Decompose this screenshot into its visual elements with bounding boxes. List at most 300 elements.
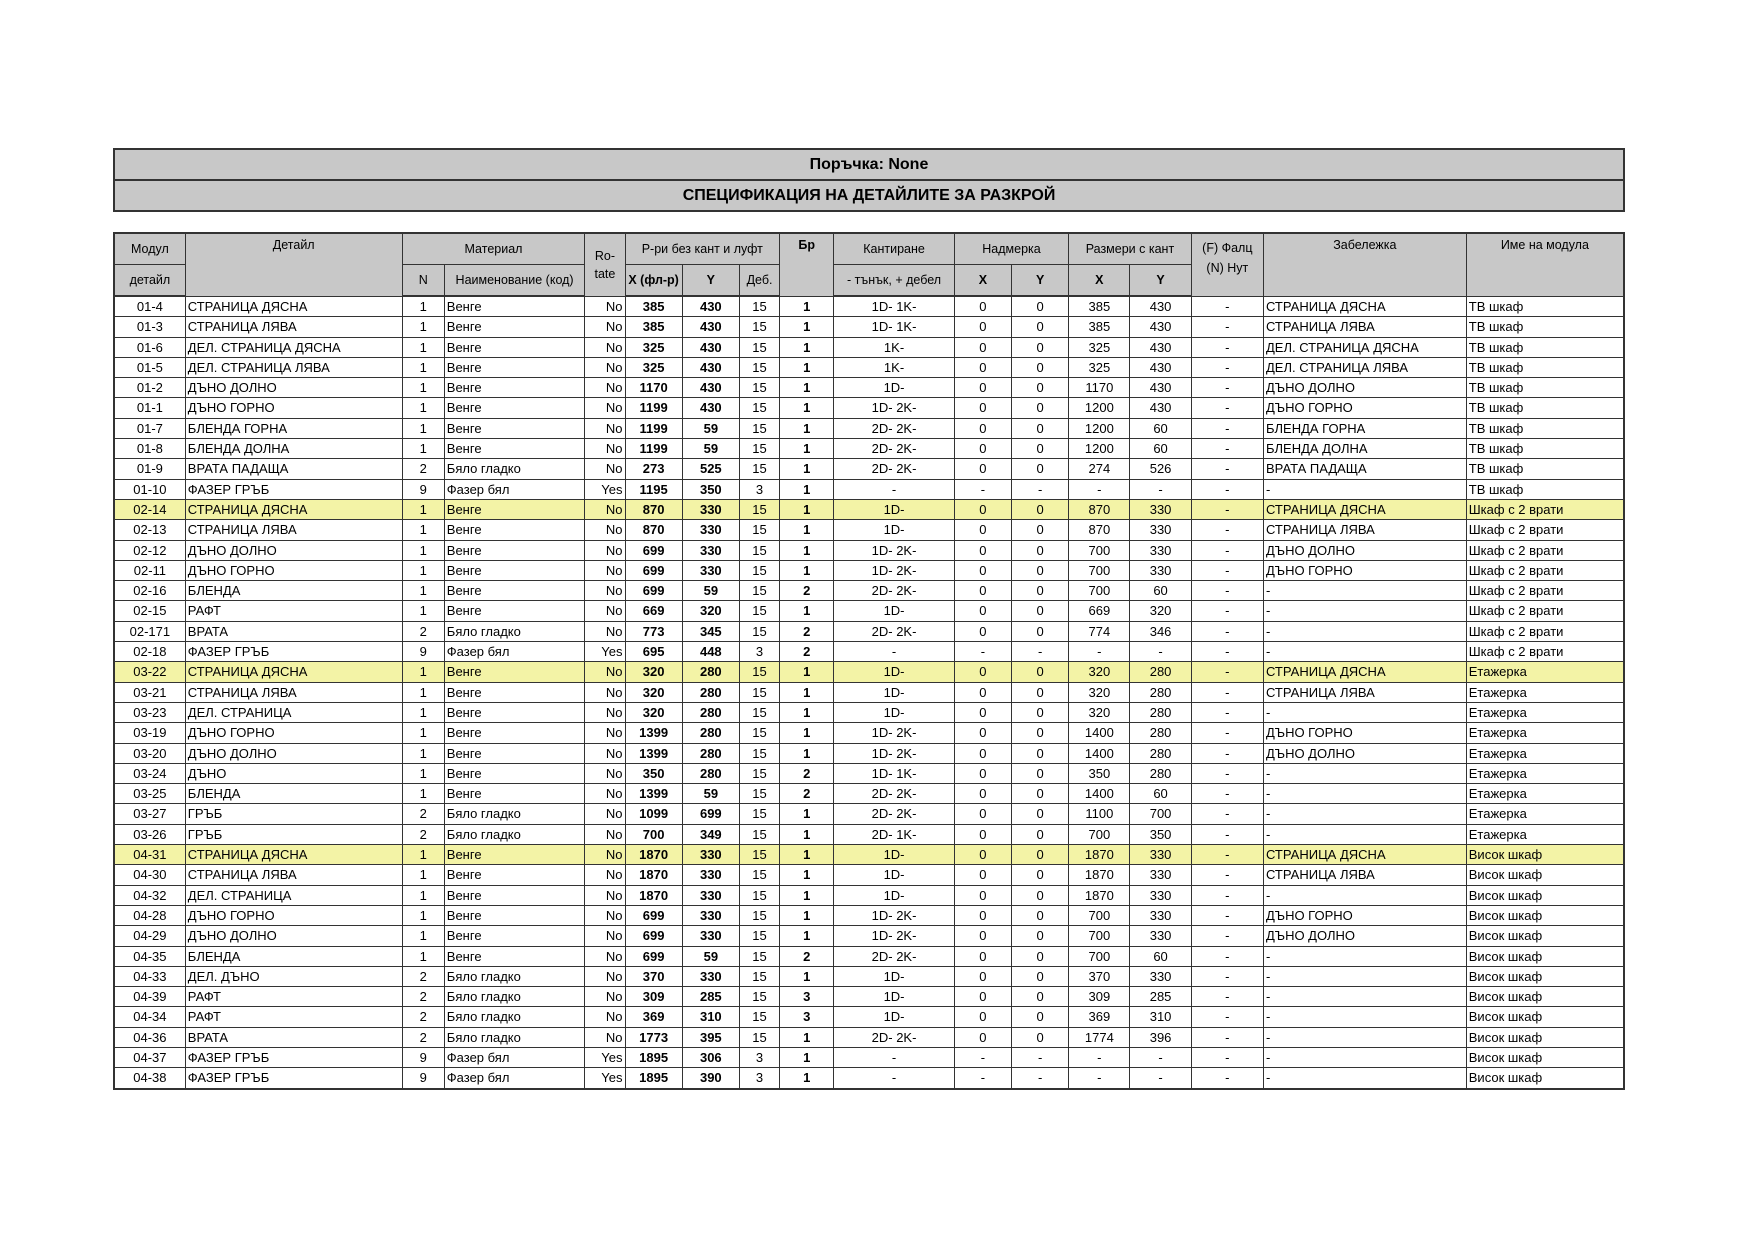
cell-rotate: No bbox=[585, 723, 625, 743]
cell-x-raw: 1870 bbox=[625, 885, 682, 905]
cell-material: Венге bbox=[444, 702, 585, 722]
cell-detail: СТРАНИЦА ДЯСНА bbox=[185, 296, 402, 317]
cell-allow-y: 0 bbox=[1012, 459, 1069, 479]
cell-allow-x: 0 bbox=[954, 418, 1011, 438]
cell-count: 1 bbox=[780, 743, 834, 763]
table-row bbox=[114, 784, 1624, 804]
cell-y-raw: 330 bbox=[682, 905, 739, 925]
cell-note: ДЪНО ДОЛНО bbox=[1263, 926, 1466, 946]
cell-x-raw: 699 bbox=[625, 946, 682, 966]
cell-y-raw: 280 bbox=[682, 723, 739, 743]
cell-x-raw: 669 bbox=[625, 601, 682, 621]
cell-final-y: - bbox=[1130, 642, 1191, 662]
cell-detail: ВРАТА bbox=[185, 1027, 402, 1047]
cell-edging: 1D- 2K- bbox=[834, 743, 954, 763]
table-row bbox=[114, 662, 1624, 682]
cell-final-y: 280 bbox=[1130, 763, 1191, 783]
cell-final-y: - bbox=[1130, 1068, 1191, 1089]
cell-material: Бяло гладко bbox=[444, 804, 585, 824]
cell-thickness: 15 bbox=[739, 581, 779, 601]
cell-final-y: 60 bbox=[1130, 581, 1191, 601]
cell-count: 2 bbox=[780, 621, 834, 641]
cell-note: ВРАТА ПАДАЩА bbox=[1263, 459, 1466, 479]
cell-allow-x: 0 bbox=[954, 296, 1011, 317]
cell-final-y: 330 bbox=[1130, 560, 1191, 580]
cell-allow-x: 0 bbox=[954, 763, 1011, 783]
cell-material: Бяло гладко bbox=[444, 987, 585, 1007]
cell-allow-y: - bbox=[1012, 642, 1069, 662]
cell-n: 1 bbox=[402, 743, 444, 763]
cell-thickness: 3 bbox=[739, 642, 779, 662]
cell-module-name: Етажерка bbox=[1466, 662, 1624, 682]
cell-count: 1 bbox=[780, 499, 834, 519]
cell-count: 1 bbox=[780, 845, 834, 865]
cell-material: Венге bbox=[444, 926, 585, 946]
cell-detail: ДЪНО ДОЛНО bbox=[185, 540, 402, 560]
cell-final-y: 60 bbox=[1130, 784, 1191, 804]
cell-note: - bbox=[1263, 581, 1466, 601]
cell-code: 01-7 bbox=[114, 418, 185, 438]
cell-x-raw: 369 bbox=[625, 1007, 682, 1027]
cell-material: Венге bbox=[444, 885, 585, 905]
cell-y-raw: 310 bbox=[682, 1007, 739, 1027]
cell-thickness: 15 bbox=[739, 459, 779, 479]
cell-thickness: 15 bbox=[739, 378, 779, 398]
cell-count: 1 bbox=[780, 865, 834, 885]
cell-final-x: 320 bbox=[1069, 682, 1130, 702]
cell-allow-x: 0 bbox=[954, 865, 1011, 885]
cell-module-name: Етажерка bbox=[1466, 763, 1624, 783]
header-y-raw: Y bbox=[682, 265, 739, 297]
cell-detail: БЛЕНДА ДОЛНА bbox=[185, 439, 402, 459]
cell-x-raw: 309 bbox=[625, 987, 682, 1007]
cell-n: 1 bbox=[402, 378, 444, 398]
cell-code: 03-23 bbox=[114, 702, 185, 722]
cell-final-x: 700 bbox=[1069, 824, 1130, 844]
cell-note: СТРАНИЦА ДЯСНА bbox=[1263, 499, 1466, 519]
table-row bbox=[114, 418, 1624, 438]
cell-y-raw: 280 bbox=[682, 662, 739, 682]
cell-module-name: Етажерка bbox=[1466, 824, 1624, 844]
cell-material: Бяло гладко bbox=[444, 824, 585, 844]
cell-detail: БЛЕНДА ГОРНА bbox=[185, 418, 402, 438]
cell-material: Венге bbox=[444, 357, 585, 377]
cell-detail: ДЪНО ДОЛНО bbox=[185, 743, 402, 763]
cell-rotate: No bbox=[585, 601, 625, 621]
cell-code: 02-15 bbox=[114, 601, 185, 621]
cell-final-x: 320 bbox=[1069, 662, 1130, 682]
cell-code: 04-33 bbox=[114, 966, 185, 986]
cell-falc-nut: - bbox=[1191, 784, 1263, 804]
header-modul: Модул bbox=[114, 233, 185, 265]
cell-detail: СТРАНИЦА ДЯСНА bbox=[185, 499, 402, 519]
cell-allow-x: 0 bbox=[954, 905, 1011, 925]
cell-n: 1 bbox=[402, 317, 444, 337]
cell-edging: 1D- bbox=[834, 520, 954, 540]
cell-allow-x: 0 bbox=[954, 581, 1011, 601]
cell-n: 2 bbox=[402, 987, 444, 1007]
cell-falc-nut: - bbox=[1191, 987, 1263, 1007]
cell-final-y: 430 bbox=[1130, 398, 1191, 418]
cell-x-raw: 385 bbox=[625, 317, 682, 337]
cell-x-raw: 700 bbox=[625, 824, 682, 844]
cell-final-x: 700 bbox=[1069, 946, 1130, 966]
cell-rotate: No bbox=[585, 398, 625, 418]
cell-allow-x: 0 bbox=[954, 357, 1011, 377]
cell-final-x: 325 bbox=[1069, 337, 1130, 357]
cell-thickness: 15 bbox=[739, 439, 779, 459]
cell-thickness: 15 bbox=[739, 418, 779, 438]
cell-x-raw: 385 bbox=[625, 296, 682, 317]
cell-x-raw: 1199 bbox=[625, 398, 682, 418]
cell-rotate: No bbox=[585, 337, 625, 357]
cell-material: Венге bbox=[444, 398, 585, 418]
cell-final-y: 430 bbox=[1130, 296, 1191, 317]
cell-code: 02-14 bbox=[114, 499, 185, 519]
cell-x-raw: 1099 bbox=[625, 804, 682, 824]
cell-n: 1 bbox=[402, 662, 444, 682]
cell-note: ДЪНО ДОЛНО bbox=[1263, 378, 1466, 398]
header-falc-nut bbox=[1191, 233, 1263, 296]
cell-detail: ФАЗЕР ГРЪБ bbox=[185, 1047, 402, 1067]
header-count: Бр bbox=[780, 233, 834, 296]
table-row bbox=[114, 702, 1624, 722]
cell-thickness: 15 bbox=[739, 804, 779, 824]
cell-n: 1 bbox=[402, 520, 444, 540]
cell-code: 04-39 bbox=[114, 987, 185, 1007]
cell-thickness: 15 bbox=[739, 499, 779, 519]
cell-detail: СТРАНИЦА ЛЯВА bbox=[185, 317, 402, 337]
cell-final-x: 1200 bbox=[1069, 418, 1130, 438]
cell-n: 1 bbox=[402, 905, 444, 925]
table-row bbox=[114, 885, 1624, 905]
cell-count: 1 bbox=[780, 560, 834, 580]
cell-allow-x: 0 bbox=[954, 702, 1011, 722]
cell-thickness: 15 bbox=[739, 540, 779, 560]
cell-n: 1 bbox=[402, 845, 444, 865]
cell-n: 9 bbox=[402, 479, 444, 499]
cell-thickness: 3 bbox=[739, 1068, 779, 1089]
cell-detail: СТРАНИЦА ДЯСНА bbox=[185, 662, 402, 682]
cell-code: 03-19 bbox=[114, 723, 185, 743]
cell-thickness: 15 bbox=[739, 337, 779, 357]
cell-y-raw: 430 bbox=[682, 378, 739, 398]
cell-material: Венге bbox=[444, 439, 585, 459]
cell-falc-nut: - bbox=[1191, 459, 1263, 479]
cell-allow-y: 0 bbox=[1012, 296, 1069, 317]
cell-rotate: No bbox=[585, 946, 625, 966]
cell-final-x: 1870 bbox=[1069, 845, 1130, 865]
cell-module-name: Висок шкаф bbox=[1466, 1068, 1624, 1089]
header-edging: Кантиране bbox=[834, 233, 954, 265]
cell-x-raw: 1199 bbox=[625, 439, 682, 459]
cell-rotate: No bbox=[585, 987, 625, 1007]
cell-code: 04-38 bbox=[114, 1068, 185, 1089]
cell-edging: 1D- bbox=[834, 682, 954, 702]
cell-module-name: Висок шкаф bbox=[1466, 1007, 1624, 1027]
cell-edging: 1K- bbox=[834, 357, 954, 377]
cell-thickness: 15 bbox=[739, 743, 779, 763]
cell-thickness: 15 bbox=[739, 966, 779, 986]
cell-edging: - bbox=[834, 642, 954, 662]
cell-x-raw: 870 bbox=[625, 499, 682, 519]
header-material-name: Наименование (код) bbox=[444, 265, 585, 297]
cell-x-raw: 1895 bbox=[625, 1047, 682, 1067]
cell-rotate: No bbox=[585, 845, 625, 865]
cell-rotate: No bbox=[585, 560, 625, 580]
cell-thickness: 15 bbox=[739, 682, 779, 702]
cell-edging: 2D- 2K- bbox=[834, 804, 954, 824]
cell-final-y: 330 bbox=[1130, 499, 1191, 519]
cell-n: 1 bbox=[402, 560, 444, 580]
table-row bbox=[114, 560, 1624, 580]
title-block bbox=[113, 148, 1625, 212]
cell-falc-nut: - bbox=[1191, 418, 1263, 438]
cell-n: 9 bbox=[402, 1068, 444, 1089]
cell-material: Венге bbox=[444, 784, 585, 804]
header-falc: (F) Фалц bbox=[1202, 241, 1253, 255]
cell-module-name: Шкаф с 2 врати bbox=[1466, 560, 1624, 580]
cell-rotate: No bbox=[585, 317, 625, 337]
cell-y-raw: 330 bbox=[682, 885, 739, 905]
cell-allow-x: - bbox=[954, 479, 1011, 499]
cell-allow-y: 0 bbox=[1012, 784, 1069, 804]
cell-n: 1 bbox=[402, 499, 444, 519]
cell-x-raw: 1773 bbox=[625, 1027, 682, 1047]
cell-edging: 1D- bbox=[834, 987, 954, 1007]
cell-allow-y: 0 bbox=[1012, 520, 1069, 540]
cell-final-y: 330 bbox=[1130, 845, 1191, 865]
cell-rotate: Yes bbox=[585, 1047, 625, 1067]
table-row bbox=[114, 804, 1624, 824]
cell-count: 1 bbox=[780, 1047, 834, 1067]
cell-detail: ГРЪБ bbox=[185, 804, 402, 824]
cell-rotate: No bbox=[585, 357, 625, 377]
cell-edging: 1D- 1K- bbox=[834, 763, 954, 783]
cell-edging: 1D- bbox=[834, 865, 954, 885]
cell-material: Венге bbox=[444, 296, 585, 317]
cell-note: ДЕЛ. СТРАНИЦА ДЯСНА bbox=[1263, 337, 1466, 357]
cell-allow-x: 0 bbox=[954, 601, 1011, 621]
table-row bbox=[114, 1027, 1624, 1047]
cell-allow-x: 0 bbox=[954, 885, 1011, 905]
cell-n: 1 bbox=[402, 946, 444, 966]
cell-material: Венге bbox=[444, 946, 585, 966]
cell-detail: РАФТ bbox=[185, 601, 402, 621]
cell-final-y: 700 bbox=[1130, 804, 1191, 824]
cell-thickness: 15 bbox=[739, 317, 779, 337]
cell-count: 2 bbox=[780, 763, 834, 783]
cell-module-name: Шкаф с 2 врати bbox=[1466, 642, 1624, 662]
cell-edging: - bbox=[834, 1068, 954, 1089]
cell-allow-y: 0 bbox=[1012, 865, 1069, 885]
cell-falc-nut: - bbox=[1191, 317, 1263, 337]
cell-allow-x: 0 bbox=[954, 926, 1011, 946]
cell-module-name: ТВ шкаф bbox=[1466, 459, 1624, 479]
cell-final-x: 700 bbox=[1069, 581, 1130, 601]
header-rotate: Ro- tate bbox=[585, 233, 625, 296]
cell-rotate: No bbox=[585, 966, 625, 986]
cell-falc-nut: - bbox=[1191, 662, 1263, 682]
header-detail-code: детайл bbox=[114, 265, 185, 297]
cell-count: 1 bbox=[780, 824, 834, 844]
table-row bbox=[114, 439, 1624, 459]
cell-count: 2 bbox=[780, 784, 834, 804]
cell-n: 1 bbox=[402, 337, 444, 357]
cell-note: - bbox=[1263, 1007, 1466, 1027]
cell-count: 1 bbox=[780, 1068, 834, 1089]
cell-y-raw: 330 bbox=[682, 540, 739, 560]
cell-y-raw: 280 bbox=[682, 702, 739, 722]
cell-code: 03-27 bbox=[114, 804, 185, 824]
cell-y-raw: 395 bbox=[682, 1027, 739, 1047]
cell-y-raw: 320 bbox=[682, 601, 739, 621]
cell-final-y: 310 bbox=[1130, 1007, 1191, 1027]
cell-final-y: 526 bbox=[1130, 459, 1191, 479]
cell-detail: ДЕЛ. СТРАНИЦА ЛЯВА bbox=[185, 357, 402, 377]
header-material: Материал bbox=[402, 233, 585, 265]
cell-material: Венге bbox=[444, 743, 585, 763]
cell-thickness: 15 bbox=[739, 1027, 779, 1047]
cell-edging: 1D- 2K- bbox=[834, 540, 954, 560]
cell-final-y: 60 bbox=[1130, 418, 1191, 438]
cell-module-name: Шкаф с 2 врати bbox=[1466, 581, 1624, 601]
cell-n: 2 bbox=[402, 824, 444, 844]
cell-count: 1 bbox=[780, 439, 834, 459]
cell-module-name: Висок шкаф bbox=[1466, 905, 1624, 925]
cell-allow-y: - bbox=[1012, 1068, 1069, 1089]
cell-edging: 1D- 2K- bbox=[834, 560, 954, 580]
cell-falc-nut: - bbox=[1191, 479, 1263, 499]
cell-y-raw: 699 bbox=[682, 804, 739, 824]
cell-rotate: No bbox=[585, 784, 625, 804]
cell-note: - bbox=[1263, 784, 1466, 804]
cell-edging: 2D- 2K- bbox=[834, 459, 954, 479]
cell-allow-x: 0 bbox=[954, 439, 1011, 459]
cell-n: 1 bbox=[402, 398, 444, 418]
cell-module-name: Висок шкаф bbox=[1466, 1027, 1624, 1047]
cell-edging: 2D- 2K- bbox=[834, 621, 954, 641]
cell-edging: 1D- bbox=[834, 702, 954, 722]
cell-rotate: No bbox=[585, 499, 625, 519]
cell-final-x: 369 bbox=[1069, 1007, 1130, 1027]
header-module-name: Име на модула bbox=[1466, 233, 1624, 296]
cell-final-x: 1200 bbox=[1069, 439, 1130, 459]
cell-detail: ДЕЛ. СТРАНИЦА bbox=[185, 702, 402, 722]
cell-module-name: Шкаф с 2 врати bbox=[1466, 621, 1624, 641]
cell-x-raw: 320 bbox=[625, 682, 682, 702]
cell-code: 04-37 bbox=[114, 1047, 185, 1067]
cell-module-name: ТВ шкаф bbox=[1466, 439, 1624, 459]
cell-count: 1 bbox=[780, 682, 834, 702]
cell-allow-y: 0 bbox=[1012, 905, 1069, 925]
cell-allow-x: 0 bbox=[954, 560, 1011, 580]
cell-falc-nut: - bbox=[1191, 723, 1263, 743]
cell-rotate: No bbox=[585, 520, 625, 540]
table-row bbox=[114, 865, 1624, 885]
cell-thickness: 15 bbox=[739, 621, 779, 641]
cell-allow-y: 0 bbox=[1012, 987, 1069, 1007]
cell-allow-x: 0 bbox=[954, 499, 1011, 519]
cell-rotate: No bbox=[585, 905, 625, 925]
cell-edging: 1D- bbox=[834, 378, 954, 398]
cell-x-raw: 699 bbox=[625, 560, 682, 580]
cell-final-y: 60 bbox=[1130, 946, 1191, 966]
table-row bbox=[114, 1047, 1624, 1067]
table-row bbox=[114, 601, 1624, 621]
cell-rotate: No bbox=[585, 885, 625, 905]
cell-rotate: No bbox=[585, 439, 625, 459]
cell-falc-nut: - bbox=[1191, 296, 1263, 317]
cell-note: ДЪНО ГОРНО bbox=[1263, 560, 1466, 580]
cell-n: 1 bbox=[402, 601, 444, 621]
cell-code: 04-36 bbox=[114, 1027, 185, 1047]
cell-material: Венге bbox=[444, 763, 585, 783]
cell-thickness: 15 bbox=[739, 398, 779, 418]
cell-allow-x: - bbox=[954, 1047, 1011, 1067]
cell-final-x: 1870 bbox=[1069, 885, 1130, 905]
cell-rotate: No bbox=[585, 702, 625, 722]
cell-rotate: Yes bbox=[585, 1068, 625, 1089]
cell-code: 04-30 bbox=[114, 865, 185, 885]
cell-y-raw: 330 bbox=[682, 865, 739, 885]
cell-final-x: 700 bbox=[1069, 540, 1130, 560]
cell-falc-nut: - bbox=[1191, 824, 1263, 844]
cell-rotate: No bbox=[585, 1027, 625, 1047]
cell-note: - bbox=[1263, 987, 1466, 1007]
cell-allow-y: - bbox=[1012, 479, 1069, 499]
cell-n: 1 bbox=[402, 296, 444, 317]
header-allow-y: Y bbox=[1012, 265, 1069, 297]
cell-thickness: 15 bbox=[739, 662, 779, 682]
cell-note: ДЪНО ДОЛНО bbox=[1263, 743, 1466, 763]
cell-final-x: 700 bbox=[1069, 905, 1130, 925]
cell-allow-y: - bbox=[1012, 1047, 1069, 1067]
cell-material: Венге bbox=[444, 317, 585, 337]
cell-module-name: Висок шкаф bbox=[1466, 865, 1624, 885]
cell-rotate: No bbox=[585, 743, 625, 763]
cell-y-raw: 59 bbox=[682, 439, 739, 459]
cell-final-x: 1100 bbox=[1069, 804, 1130, 824]
cell-allow-x: 0 bbox=[954, 317, 1011, 337]
cell-final-x: 1400 bbox=[1069, 743, 1130, 763]
cell-count: 1 bbox=[780, 398, 834, 418]
cell-material: Венге bbox=[444, 682, 585, 702]
header-n: N bbox=[402, 265, 444, 297]
cell-module-name: Висок шкаф bbox=[1466, 885, 1624, 905]
cell-code: 04-29 bbox=[114, 926, 185, 946]
cell-n: 1 bbox=[402, 357, 444, 377]
cell-n: 2 bbox=[402, 804, 444, 824]
cell-final-y: 430 bbox=[1130, 378, 1191, 398]
cell-n: 1 bbox=[402, 723, 444, 743]
cell-count: 3 bbox=[780, 1007, 834, 1027]
cell-final-y: 60 bbox=[1130, 439, 1191, 459]
cell-thickness: 15 bbox=[739, 987, 779, 1007]
cell-y-raw: 430 bbox=[682, 398, 739, 418]
cell-material: Бяло гладко bbox=[444, 459, 585, 479]
cell-detail: ДЪНО ДОЛНО bbox=[185, 378, 402, 398]
table-row bbox=[114, 845, 1624, 865]
cell-falc-nut: - bbox=[1191, 1027, 1263, 1047]
cell-count: 1 bbox=[780, 520, 834, 540]
cell-count: 3 bbox=[780, 987, 834, 1007]
cell-detail: ДЕЛ. ДЪНО bbox=[185, 966, 402, 986]
cell-code: 04-31 bbox=[114, 845, 185, 865]
cell-x-raw: 870 bbox=[625, 520, 682, 540]
cell-y-raw: 280 bbox=[682, 763, 739, 783]
cell-x-raw: 1399 bbox=[625, 784, 682, 804]
